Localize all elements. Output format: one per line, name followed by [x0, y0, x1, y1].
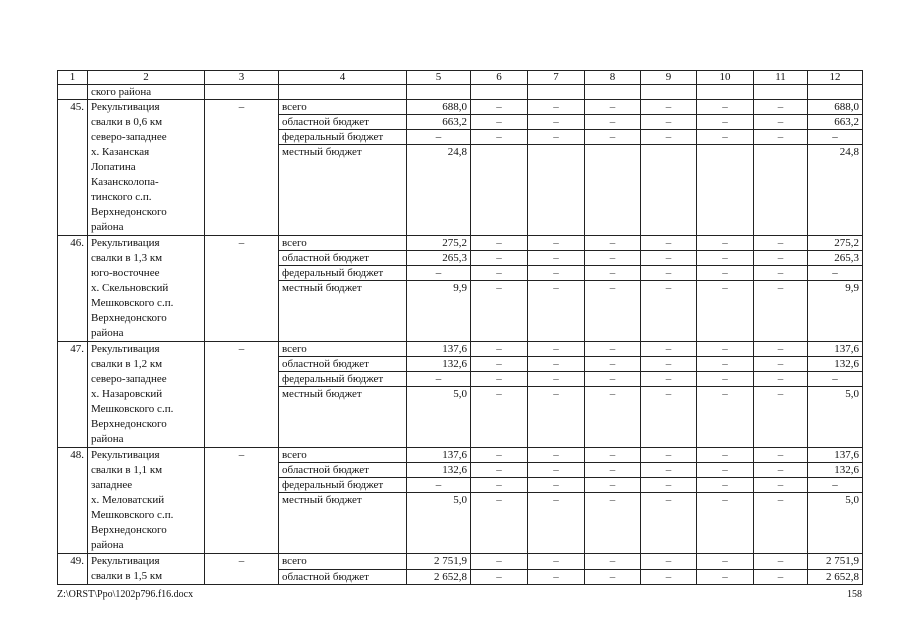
value-year-9: – [641, 251, 697, 266]
value-year-8: – [585, 569, 641, 585]
value-year-11: – [754, 463, 808, 478]
measure-name-line: Рекультивация [91, 237, 160, 249]
measure-name-line: западнее [91, 479, 133, 491]
value-year-9: – [641, 387, 697, 448]
measure-name-line: Мешковского с.п. [91, 403, 174, 415]
value-year-6: – [471, 387, 528, 448]
value-total: 2 751,9 [407, 554, 471, 570]
funding-source: всего [279, 236, 407, 251]
value-year-11: – [754, 554, 808, 570]
measure-name [88, 236, 205, 342]
funding-source: областной бюджет [279, 251, 407, 266]
value-year-11: – [754, 478, 808, 493]
value-col-12: 9,9 [808, 281, 863, 342]
value-year-7: – [528, 281, 585, 342]
table-body [58, 71, 863, 585]
value-year-8: – [585, 100, 641, 115]
column-header: 9 [641, 71, 697, 85]
column-header: 1 [58, 71, 88, 85]
funding-source: местный бюджет [279, 145, 407, 236]
value-year-7: – [528, 372, 585, 387]
measure-name-line: Рекультивация [91, 555, 160, 567]
column-header: 10 [697, 71, 754, 85]
column-header: 11 [754, 71, 808, 85]
value-year-9: – [641, 342, 697, 357]
funding-source: областной бюджет [279, 463, 407, 478]
value-total: 5,0 [407, 387, 471, 448]
measure-name-line: Рекультивация [91, 449, 160, 461]
measure-name-line: района [91, 327, 124, 339]
column-header: 6 [471, 71, 528, 85]
continuation-row [58, 85, 863, 100]
measure-name [88, 448, 205, 554]
value-year-6: – [471, 130, 528, 145]
value-year-7: – [528, 100, 585, 115]
value-year-11: – [754, 342, 808, 357]
table-row [58, 100, 863, 115]
measure-name-line: района [91, 539, 124, 551]
value-total: – [407, 372, 471, 387]
value-year-8: – [585, 463, 641, 478]
continuation-text: ского района [88, 85, 205, 100]
executor-cell: – [205, 100, 279, 236]
funding-source: всего [279, 342, 407, 357]
measure-name-line: свалки в 1,2 км [91, 358, 163, 370]
measure-name-line: свалки в 1,1 км [91, 464, 163, 476]
value-year-10: – [697, 387, 754, 448]
measure-name-line: свалки в 1,5 км [91, 570, 163, 582]
footer-file-path: Z:\ORST\Ppo\1202p796.f16.docx [57, 589, 194, 600]
value-year-10: – [697, 281, 754, 342]
value-total: 9,9 [407, 281, 471, 342]
value-year-9: – [641, 115, 697, 130]
measure-name-line: Мешковского с.п. [91, 509, 174, 521]
value-year-6 [471, 145, 528, 236]
value-year-10: – [697, 100, 754, 115]
column-header: 8 [585, 71, 641, 85]
value-year-6: – [471, 478, 528, 493]
value-col-12: 688,0 [808, 100, 863, 115]
value-year-10: – [697, 115, 754, 130]
measure-name-line: Казансколопа- [91, 176, 159, 188]
value-year-8: – [585, 130, 641, 145]
value-year-11: – [754, 130, 808, 145]
value-year-10: – [697, 463, 754, 478]
value-year-7: – [528, 448, 585, 463]
value-year-8: – [585, 251, 641, 266]
value-col-12: 137,6 [808, 342, 863, 357]
measure-name [88, 342, 205, 448]
value-year-9: – [641, 357, 697, 372]
measure-name-line: х. Назаровский [91, 388, 163, 400]
value-year-9: – [641, 493, 697, 554]
value-total: 5,0 [407, 493, 471, 554]
value-year-9: – [641, 266, 697, 281]
measure-name-line: х. Казанская [91, 146, 150, 158]
value-year-7: – [528, 266, 585, 281]
value-year-8: – [585, 493, 641, 554]
value-year-11: – [754, 115, 808, 130]
value-total: – [407, 478, 471, 493]
funding-source: областной бюджет [279, 569, 407, 585]
value-total: 132,6 [407, 463, 471, 478]
measure-name-line: Верхнедонского [91, 418, 167, 430]
funding-source: федеральный бюджет [279, 478, 407, 493]
funding-source: федеральный бюджет [279, 266, 407, 281]
value-year-11: – [754, 281, 808, 342]
measure-name-line: х. Меловатский [91, 494, 165, 506]
value-year-7: – [528, 478, 585, 493]
value-col-12: 265,3 [808, 251, 863, 266]
header-row [58, 71, 863, 85]
value-year-7: – [528, 554, 585, 570]
value-year-10: – [697, 266, 754, 281]
value-year-11: – [754, 236, 808, 251]
funding-source: местный бюджет [279, 387, 407, 448]
funding-source: областной бюджет [279, 115, 407, 130]
value-year-11: – [754, 569, 808, 585]
column-header: 7 [528, 71, 585, 85]
value-year-7: – [528, 342, 585, 357]
value-year-7: – [528, 236, 585, 251]
value-year-7: – [528, 115, 585, 130]
value-year-10: – [697, 130, 754, 145]
value-year-9: – [641, 236, 697, 251]
measure-name-line: Верхнедонского [91, 206, 167, 218]
value-year-8: – [585, 478, 641, 493]
measure-name-line: свалки в 1,3 км [91, 252, 163, 264]
value-year-6: – [471, 569, 528, 585]
executor-cell: – [205, 448, 279, 554]
measure-name-line: юго-восточнее [91, 267, 160, 279]
value-year-11: – [754, 387, 808, 448]
value-year-8: – [585, 266, 641, 281]
value-col-12: – [808, 478, 863, 493]
value-year-6: – [471, 372, 528, 387]
measure-name-line: Рекультивация [91, 101, 160, 113]
value-year-11: – [754, 448, 808, 463]
value-year-8: – [585, 357, 641, 372]
executor-cell: – [205, 554, 279, 585]
column-header: 12 [808, 71, 863, 85]
value-total: – [407, 266, 471, 281]
value-year-10: – [697, 342, 754, 357]
value-col-12: 24,8 [808, 145, 863, 236]
value-year-7: – [528, 130, 585, 145]
value-col-12: 275,2 [808, 236, 863, 251]
value-year-9: – [641, 554, 697, 570]
column-header: 3 [205, 71, 279, 85]
value-year-8: – [585, 115, 641, 130]
value-col-12: 137,6 [808, 448, 863, 463]
value-year-8: – [585, 281, 641, 342]
table-row [58, 448, 863, 463]
value-col-12: – [808, 266, 863, 281]
value-total: 688,0 [407, 100, 471, 115]
funding-source: местный бюджет [279, 493, 407, 554]
value-year-6: – [471, 357, 528, 372]
value-year-6: – [471, 251, 528, 266]
value-col-12: 132,6 [808, 463, 863, 478]
value-year-8: – [585, 387, 641, 448]
value-year-10: – [697, 478, 754, 493]
measure-name-line: х. Скельновский [91, 282, 169, 294]
page-number: 158 [847, 589, 862, 600]
value-total: 132,6 [407, 357, 471, 372]
value-year-8 [585, 145, 641, 236]
value-year-9: – [641, 372, 697, 387]
column-header: 5 [407, 71, 471, 85]
value-total: 24,8 [407, 145, 471, 236]
value-year-11: – [754, 100, 808, 115]
value-total: 265,3 [407, 251, 471, 266]
value-year-7: – [528, 493, 585, 554]
value-year-11: – [754, 493, 808, 554]
table-row [58, 236, 863, 251]
funding-source: федеральный бюджет [279, 372, 407, 387]
value-year-8: – [585, 448, 641, 463]
measure-name [88, 554, 205, 585]
value-col-12: 5,0 [808, 387, 863, 448]
value-year-6: – [471, 100, 528, 115]
value-total: 2 652,8 [407, 569, 471, 585]
value-col-12: – [808, 130, 863, 145]
value-year-9: – [641, 569, 697, 585]
value-year-8: – [585, 372, 641, 387]
value-year-9: – [641, 100, 697, 115]
value-year-10: – [697, 236, 754, 251]
value-col-12: 132,6 [808, 357, 863, 372]
value-year-10: – [697, 554, 754, 570]
row-number: 49. [58, 554, 88, 585]
measure-name-line: Рекультивация [91, 343, 160, 355]
funding-source: всего [279, 554, 407, 570]
value-total: 275,2 [407, 236, 471, 251]
value-year-7: – [528, 387, 585, 448]
funding-source: всего [279, 448, 407, 463]
value-year-6: – [471, 493, 528, 554]
value-year-10 [697, 145, 754, 236]
budget-table [57, 70, 863, 585]
value-year-7: – [528, 357, 585, 372]
value-year-7 [528, 145, 585, 236]
table-row [58, 342, 863, 357]
value-year-11: – [754, 372, 808, 387]
measure-name-line: свалки в 0,6 км [91, 116, 163, 128]
value-year-11 [754, 145, 808, 236]
row-number: 48. [58, 448, 88, 554]
funding-source: всего [279, 100, 407, 115]
value-total: 663,2 [407, 115, 471, 130]
row-number: 47. [58, 342, 88, 448]
column-header: 4 [279, 71, 407, 85]
value-year-11: – [754, 266, 808, 281]
value-year-11: – [754, 251, 808, 266]
row-number: 45. [58, 100, 88, 236]
measure-name-line: северо-западнее [91, 131, 167, 143]
measure-name-line: северо-западнее [91, 373, 167, 385]
measure-name [88, 100, 205, 236]
value-total: 137,6 [407, 448, 471, 463]
funding-source: местный бюджет [279, 281, 407, 342]
value-year-6: – [471, 281, 528, 342]
value-year-10: – [697, 372, 754, 387]
value-col-12: 663,2 [808, 115, 863, 130]
value-total: – [407, 130, 471, 145]
funding-source: федеральный бюджет [279, 130, 407, 145]
value-year-6: – [471, 463, 528, 478]
measure-name-line: района [91, 433, 124, 445]
value-year-10: – [697, 569, 754, 585]
value-year-10: – [697, 448, 754, 463]
value-year-10: – [697, 357, 754, 372]
measure-name-line: Верхнедонского [91, 312, 167, 324]
value-year-6: – [471, 115, 528, 130]
value-year-6: – [471, 236, 528, 251]
value-year-9: – [641, 478, 697, 493]
value-year-9: – [641, 281, 697, 342]
value-year-10: – [697, 493, 754, 554]
value-col-12: 2 652,8 [808, 569, 863, 585]
value-year-8: – [585, 342, 641, 357]
measure-name-line: тинского с.п. [91, 191, 152, 203]
value-year-6: – [471, 448, 528, 463]
value-year-9: – [641, 130, 697, 145]
value-year-8: – [585, 554, 641, 570]
value-year-9: – [641, 463, 697, 478]
value-year-7: – [528, 463, 585, 478]
value-year-6: – [471, 342, 528, 357]
measure-name-line: района [91, 221, 124, 233]
value-year-6: – [471, 554, 528, 570]
value-year-6: – [471, 266, 528, 281]
value-year-9 [641, 145, 697, 236]
executor-cell: – [205, 236, 279, 342]
funding-source: областной бюджет [279, 357, 407, 372]
column-header: 2 [88, 71, 205, 85]
value-year-7: – [528, 251, 585, 266]
value-col-12: – [808, 372, 863, 387]
value-year-9: – [641, 448, 697, 463]
value-year-10: – [697, 251, 754, 266]
table-row [58, 554, 863, 570]
value-total: 137,6 [407, 342, 471, 357]
executor-cell: – [205, 342, 279, 448]
value-col-12: 2 751,9 [808, 554, 863, 570]
value-year-8: – [585, 236, 641, 251]
value-year-11: – [754, 357, 808, 372]
measure-name-line: Мешковского с.п. [91, 297, 174, 309]
value-col-12: 5,0 [808, 493, 863, 554]
measure-name-line: Верхнедонского [91, 524, 167, 536]
value-year-7: – [528, 569, 585, 585]
row-number: 46. [58, 236, 88, 342]
measure-name-line: Лопатина [91, 161, 136, 173]
